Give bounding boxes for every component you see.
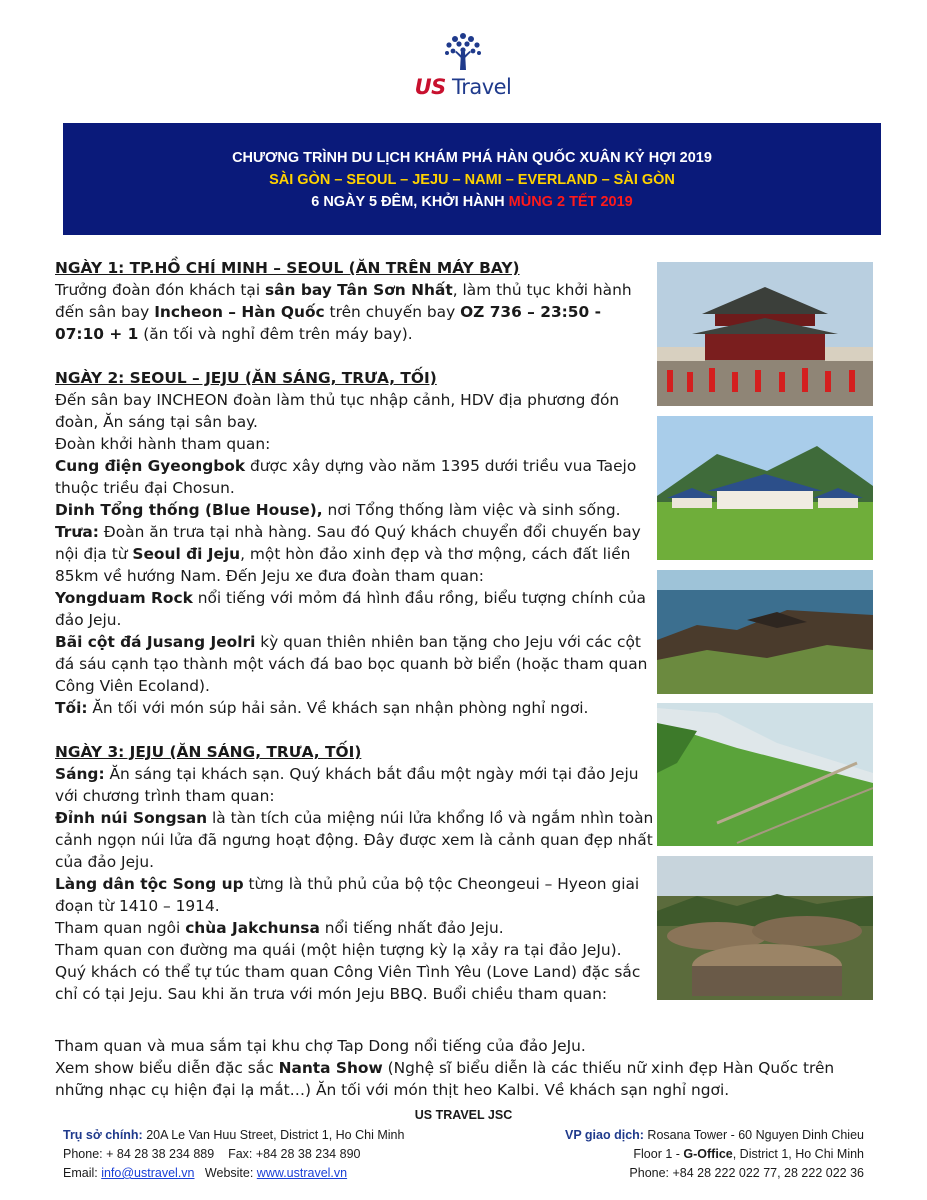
photo-folk-village bbox=[657, 856, 873, 1000]
photo-yongduam-rock bbox=[657, 570, 873, 694]
company-logo bbox=[413, 30, 513, 100]
day2-yongduam: Yongduam Rock nổi tiếng với mỏm đá hình đầu rồng, biểu tượng chính của đảo Jeju. bbox=[55, 589, 646, 629]
day2-depart: Đoàn khởi hành tham quan: bbox=[55, 435, 271, 453]
day1-paragraph: Trưởng đoàn đón khách tại sân bay Tân Sơn Nhất, làm thủ tục khởi hành đến sân bay Incheon – Hàn Quốc trên chuyến bay OZ 736 – 23:50 - 07:10 + 1 (ăn tối và nghỉ đêm trên máy bay). bbox=[55, 281, 632, 343]
day2-heading: NGÀY 2: SEOUL – JEJU (ĂN SÁNG, TRƯA, TỐI) bbox=[55, 369, 437, 387]
website-link[interactable]: www.ustravel.vn bbox=[256, 1166, 348, 1180]
day3-jakchunsa: Tham quan ngôi chùa Jakchunsa nổi tiếng nhất đảo Jeju. bbox=[55, 919, 504, 937]
day2-jusang: Bãi cột đá Jusang Jeolri kỳ quan thiên nhiên ban tặng cho Jeju với các cột đá sáu cạnh tạo thành một vách đá bao bọc quanh bờ biển (hoặc tham quan Công Viên Ecoland). bbox=[55, 633, 648, 695]
footer-head-office: Trụ sở chính: 20A Le Van Huu Street, District 1, Ho Chi Minh Phone: + 84 28 38 234 889 Fax: +84 28 38 234 890 Email: info@ustravel.vn Website: www.ustravel.vn bbox=[63, 1128, 405, 1180]
itinerary-tail bbox=[55, 1035, 885, 1101]
day3-nanta: Xem show biểu diễn đặc sắc Nanta Show (Nghệ sĩ biểu diễn là các thiếu nữ xinh đẹp Hàn Quốc trên những nhạc cụ hiện đại lạ mắt…) Ăn tối với món thịt heo Kalbi. Về khách sạn nghỉ ngơi. bbox=[55, 1059, 835, 1099]
departure-date: MÙNG 2 TẾT 2019 bbox=[508, 194, 633, 210]
title-banner bbox=[63, 123, 881, 235]
day3-mystery-road: Tham quan con đường ma quái (một hiện tượng kỳ lạ xảy ra tại đảo JeJu). bbox=[55, 941, 622, 959]
banner-title: CHƯƠNG TRÌNH DU LỊCH KHÁM PHÁ HÀN QUỐC XUÂN KỶ HỢI 2019 bbox=[232, 150, 712, 166]
banner-route: SÀI GÒN – SEOUL – JEJU – NAMI – EVERLAND – SÀI GÒN bbox=[269, 172, 675, 188]
footer-branch-office: VP giao dịch: Rosana Tower - 60 Nguyen Dinh Chieu Floor 1 - G-Office, District 1, Ho Chi Minh Phone: +84 28 222 022 77, 28 222 022 36 bbox=[565, 1128, 864, 1180]
itinerary bbox=[55, 257, 655, 1005]
day3-heading: NGÀY 3: JEJU (ĂN SÁNG, TRƯA, TỐI) bbox=[55, 743, 362, 761]
photo-songsan-peak bbox=[657, 703, 873, 846]
day3-loveland: Quý khách có thể tự túc tham quan Công Viên Tình Yêu (Love Land) đặc sắc chỉ có tại Jeju. Sau khi ăn trưa với món Jeju BBQ. Buổi chiều tham quan: bbox=[55, 963, 641, 1003]
day2-blue-house: Dinh Tổng thống (Blue House), nơi Tổng thống làm việc và sinh sống. bbox=[55, 501, 621, 519]
day1-heading: NGÀY 1: TP.HỒ CHÍ MINH – SEOUL (ĂN TRÊN MÁY BAY) bbox=[55, 259, 520, 277]
photo-blue-house bbox=[657, 416, 873, 560]
photo-gyeongbok-palace bbox=[657, 262, 873, 406]
banner-duration: 6 NGÀY 5 ĐÊM, KHỞI HÀNH MÙNG 2 TẾT 2019 bbox=[311, 194, 633, 210]
day2-gyeongbok: Cung điện Gyeongbok được xây dựng vào năm 1395 dưới triều vua Taejo thuộc triều đại Chosun. bbox=[55, 457, 637, 497]
email-link[interactable]: info@ustravel.vn bbox=[101, 1166, 195, 1180]
day3-songup: Làng dân tộc Song up từng là thủ phủ của bộ tộc Cheongeui – Hyeon giai đoạn từ 1410 – 1914. bbox=[55, 875, 640, 915]
day3-market: Tham quan và mua sắm tại khu chợ Tap Dong nổi tiếng của đảo JeJu. bbox=[55, 1037, 586, 1055]
logo-wordmark: US Travel bbox=[414, 75, 512, 99]
footer-company: US TRAVEL JSC bbox=[414, 1108, 513, 1122]
day3-songsan: Đỉnh núi Songsan là tàn tích của miệng núi lửa khổng lồ và ngắm nhìn toàn cảnh ngọn núi lửa đã ngưng hoạt động. Đây được xem là cảnh quan đẹp nhất của đảo Jeju. bbox=[55, 809, 654, 871]
day2-dinner: Tối: Ăn tối với món súp hải sản. Về khách sạn nhận phòng nghỉ ngơi. bbox=[55, 699, 589, 717]
day2-lunch: Trưa: Đoàn ăn trưa tại nhà hàng. Sau đó Quý khách chuyển đổi chuyến bay nội địa từ Seoul đi Jeju, một hòn đảo xinh đẹp và thơ mộng, cách đất liền 85km về hướng Nam. Đến Jeju xe đưa đoàn tham quan: bbox=[55, 523, 641, 585]
day2-arrival: Đến sân bay INCHEON đoàn làm thủ tục nhập cảnh, HDV địa phương đón đoàn, Ăn sáng tại sân bay. bbox=[55, 391, 620, 431]
day3-morning: Sáng: Ăn sáng tại khách sạn. Quý khách bắt đầu một ngày mới tại đảo Jeju với chương trình tham quan: bbox=[55, 765, 639, 805]
tree-icon bbox=[441, 30, 485, 74]
